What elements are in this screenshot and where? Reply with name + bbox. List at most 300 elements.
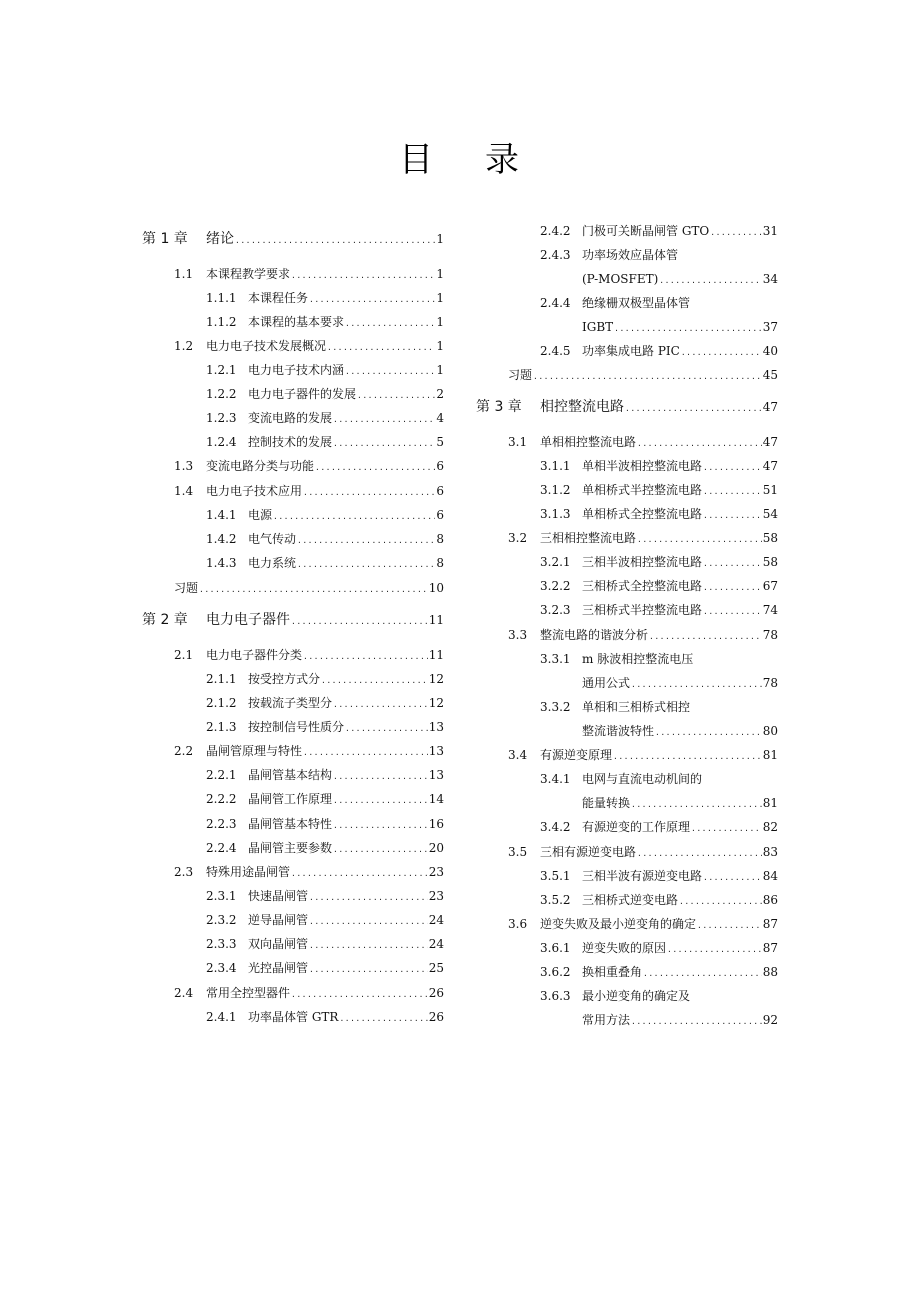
entry-title: 相控整流电路 — [540, 399, 624, 415]
entry-number: 3.5 — [508, 845, 528, 859]
entry-number: 1.3 — [174, 459, 194, 473]
toc-section-entry[interactable] — [174, 741, 444, 761]
toc-section-entry[interactable] — [174, 264, 444, 284]
toc-subsection-entry[interactable] — [540, 769, 778, 789]
entry-title: 整流谐波特性 — [582, 724, 655, 738]
dot-leader — [697, 916, 762, 936]
entry-title: 电气传动 — [248, 532, 297, 546]
entry-number: 1.4.1 — [206, 508, 237, 522]
entry-number: 2.2.1 — [206, 768, 237, 782]
entry-number: 3.6.3 — [540, 989, 571, 1003]
dot-leader — [625, 399, 762, 419]
entry-number: 2.2.3 — [206, 817, 237, 831]
entry-title: 三相有源逆变电路 — [540, 845, 637, 859]
toc-subsection-entry[interactable] — [540, 817, 778, 837]
entry-number: 3.4 — [508, 748, 528, 762]
toc-section-entry[interactable] — [508, 625, 778, 645]
entry-page: 24 — [428, 937, 444, 951]
toc-subsection-entry[interactable] — [206, 432, 444, 452]
dot-leader — [631, 1012, 762, 1032]
entry-page: 84 — [762, 869, 778, 883]
toc-chapter-entry[interactable] — [142, 610, 444, 630]
dot-leader — [643, 964, 762, 984]
toc-section-entry[interactable] — [174, 645, 444, 665]
dot-leader — [273, 507, 435, 527]
dot-leader — [333, 410, 435, 430]
entry-number: 第 1 章 — [142, 231, 188, 247]
entry-title: 按控制信号性质分 — [248, 720, 345, 734]
toc-subsection-entry[interactable] — [206, 910, 444, 930]
entry-number: 3.4.1 — [540, 772, 571, 786]
entry-number: 2.1 — [174, 648, 194, 662]
dot-leader — [691, 819, 762, 839]
entry-page: 20 — [428, 841, 444, 855]
entry-title: 变流电路的发展 — [248, 411, 333, 425]
toc-subsection-entry[interactable] — [206, 669, 444, 689]
entry-title: 快速晶闸管 — [248, 889, 309, 903]
dot-leader — [703, 602, 762, 622]
entry-title: 常用全控型器件 — [206, 986, 291, 1000]
entry-title: 电力电子器件 — [206, 612, 290, 628]
entry-number: 2.3.1 — [206, 889, 237, 903]
dot-leader — [291, 612, 428, 632]
entry-title: 整流电路的谐波分析 — [540, 628, 649, 642]
dot-leader — [703, 458, 762, 478]
page-title — [0, 132, 920, 181]
toc-subsection-entry[interactable] — [540, 576, 778, 596]
toc-subsection-entry[interactable] — [206, 288, 444, 308]
dot-leader — [533, 367, 762, 387]
toc-section-entry[interactable] — [174, 983, 444, 1003]
entry-title: 绪论 — [206, 231, 234, 247]
dot-leader — [679, 892, 762, 912]
entry-title: 三相桥式全控整流电路 — [582, 579, 703, 593]
entry-number: 2.3.4 — [206, 961, 237, 975]
entry-title: 三相桥式半控整流电路 — [582, 603, 703, 617]
toc-subsection-entry[interactable] — [540, 341, 778, 361]
entry-page: 11 — [428, 648, 444, 662]
entry-title: 单相相控整流电路 — [540, 435, 637, 449]
entry-page: 16 — [428, 817, 444, 831]
toc-subsection-continuation[interactable] — [582, 1010, 778, 1030]
entry-page: 6 — [436, 484, 444, 498]
entry-title: 晶闸管基本特性 — [248, 817, 333, 831]
toc-subsection-entry[interactable] — [206, 312, 444, 332]
entry-number: 2.4.3 — [540, 248, 571, 262]
entry-title: 有源逆变原理 — [540, 748, 613, 762]
entry-page: 51 — [762, 483, 778, 497]
entry-title: 逆变失败的原因 — [582, 941, 667, 955]
entry-title: 电源 — [248, 508, 273, 522]
entry-number: 1.2 — [174, 339, 194, 353]
toc-subsection-entry[interactable] — [540, 938, 778, 958]
entry-number: 3.6.2 — [540, 965, 571, 979]
entry-title: 有源逆变的工作原理 — [582, 820, 691, 834]
entry-page: 67 — [762, 579, 778, 593]
entry-title: 通用公式 — [582, 676, 631, 690]
entry-title: 单相桥式全控整流电路 — [582, 507, 703, 521]
entry-title: 电力电子器件的发展 — [248, 387, 357, 401]
entry-number: 第 3 章 — [476, 399, 522, 415]
entry-page: 5 — [436, 435, 444, 449]
dot-leader — [710, 223, 761, 243]
entry-title: 晶闸管原理与特性 — [206, 744, 303, 758]
entry-number: 2.3.3 — [206, 937, 237, 951]
entry-number: 2.4.2 — [540, 224, 571, 238]
entry-number: 2.4 — [174, 986, 194, 1000]
toc-chapter-entry[interactable] — [142, 229, 444, 249]
dot-leader — [667, 940, 762, 960]
dot-leader — [291, 985, 428, 1005]
dot-leader — [291, 864, 428, 884]
toc-section-entry[interactable] — [174, 862, 444, 882]
toc-subsection-entry[interactable] — [540, 456, 778, 476]
entry-title: (P-MOSFET) — [582, 272, 659, 286]
entry-number: 3.5.2 — [540, 893, 571, 907]
entry-title: 本课程任务 — [248, 291, 309, 305]
dot-leader — [631, 675, 762, 695]
entry-title: 晶闸管主要参数 — [248, 841, 333, 855]
entry-number: 1.1 — [174, 267, 194, 281]
toc-section-entry[interactable] — [174, 336, 444, 356]
toc-subsection-entry[interactable] — [206, 717, 444, 737]
entry-title: 习题 — [174, 581, 199, 595]
entry-title: 门极可关断晶闸管 GTO — [582, 224, 710, 238]
dot-leader — [291, 266, 435, 286]
entry-page: 12 — [428, 696, 444, 710]
entry-title: 电力系统 — [248, 556, 297, 570]
entry-number: 1.2.3 — [206, 411, 237, 425]
dot-leader — [303, 647, 428, 667]
entry-page: 23 — [428, 865, 444, 879]
entry-page: 12 — [428, 672, 444, 686]
entry-page: 74 — [762, 603, 778, 617]
dot-leader — [357, 386, 435, 406]
dot-leader — [637, 844, 762, 864]
dot-leader — [315, 458, 435, 478]
dot-leader — [303, 483, 435, 503]
dot-leader — [333, 434, 435, 454]
entry-page: 45 — [762, 368, 778, 382]
entry-page: 1 — [436, 232, 444, 246]
entry-page: 6 — [436, 508, 444, 522]
entry-title: 晶闸管基本结构 — [248, 768, 333, 782]
entry-title: 三相相控整流电路 — [540, 531, 637, 545]
toc-subsection-entry[interactable] — [206, 789, 444, 809]
entry-title: 单相和三相桥式相控 — [582, 700, 691, 714]
toc-exercises-entry[interactable] — [174, 578, 444, 598]
toc-section-entry[interactable] — [508, 432, 778, 452]
dot-leader — [309, 888, 428, 908]
entry-page: 6 — [436, 459, 444, 473]
entry-page: 2 — [436, 387, 444, 401]
entry-title: 三相半波有源逆变电路 — [582, 869, 703, 883]
entry-number: 2.3.2 — [206, 913, 237, 927]
entry-title: 本课程教学要求 — [206, 267, 291, 281]
entry-title: 控制技术的发展 — [248, 435, 333, 449]
entry-number: 第 2 章 — [142, 612, 188, 628]
dot-leader — [333, 840, 428, 860]
title-char: 目 — [399, 140, 435, 180]
entry-title: 特殊用途晶闸管 — [206, 865, 291, 879]
entry-page: 86 — [762, 893, 778, 907]
dot-leader — [235, 231, 435, 251]
dot-leader — [631, 795, 762, 815]
toc-chapter-entry[interactable] — [476, 397, 778, 417]
entry-number: 3.3.2 — [540, 700, 571, 714]
entry-page: 8 — [436, 556, 444, 570]
dot-leader — [333, 767, 428, 787]
entry-number: 2.4.5 — [540, 344, 571, 358]
entry-number: 2.2.2 — [206, 792, 237, 806]
entry-page: 58 — [762, 531, 778, 545]
entry-page: 26 — [428, 986, 444, 1000]
entry-page: 11 — [428, 613, 444, 627]
toc-subsection-entry[interactable] — [206, 360, 444, 380]
dot-leader — [345, 314, 435, 334]
toc-subsection-entry[interactable] — [540, 293, 778, 313]
dot-leader — [327, 338, 435, 358]
toc-subsection-entry[interactable] — [540, 697, 778, 717]
entry-title: 电力电子器件分类 — [206, 648, 303, 662]
entry-number: 3.5.1 — [540, 869, 571, 883]
dot-leader — [637, 530, 762, 550]
entry-title: 变流电路分类与功能 — [206, 459, 315, 473]
entry-number: 2.4.4 — [540, 296, 571, 310]
dot-leader — [309, 290, 435, 310]
entry-number: 2.1.3 — [206, 720, 237, 734]
entry-title: 电力电子技术内涵 — [248, 363, 345, 377]
entry-number: 1.4.2 — [206, 532, 237, 546]
dot-leader — [703, 578, 762, 598]
toc-subsection-entry[interactable] — [206, 529, 444, 549]
toc-subsection-entry[interactable] — [540, 866, 778, 886]
toc-section-entry[interactable] — [508, 745, 778, 765]
entry-page: 24 — [428, 913, 444, 927]
dot-leader — [614, 319, 762, 339]
entry-page: 54 — [762, 507, 778, 521]
toc-subsection-entry[interactable] — [206, 505, 444, 525]
entry-number: 2.3 — [174, 865, 194, 879]
entry-page: 13 — [428, 768, 444, 782]
dot-leader — [321, 671, 428, 691]
entry-number: 3.1.2 — [540, 483, 571, 497]
entry-page: 58 — [762, 555, 778, 569]
dot-leader — [333, 791, 428, 811]
entry-page: 1 — [436, 267, 444, 281]
entry-page: 37 — [762, 320, 778, 334]
toc-section-entry[interactable] — [508, 914, 778, 934]
entry-title: 能量转换 — [582, 796, 631, 810]
entry-page: 13 — [428, 720, 444, 734]
dot-leader — [297, 531, 435, 551]
dot-leader — [309, 936, 428, 956]
toc-subsection-continuation[interactable] — [582, 673, 778, 693]
entry-number: 3.1.1 — [540, 459, 571, 473]
entry-number: 1.4.3 — [206, 556, 237, 570]
toc-subsection-entry[interactable] — [540, 504, 778, 524]
toc-subsection-entry[interactable] — [206, 553, 444, 573]
dot-leader — [703, 506, 762, 526]
dot-leader — [703, 554, 762, 574]
entry-number: 2.2.4 — [206, 841, 237, 855]
toc-subsection-continuation[interactable] — [582, 317, 778, 337]
dot-leader — [297, 555, 435, 575]
entry-page: 47 — [762, 459, 778, 473]
toc-subsection-entry[interactable] — [540, 649, 778, 669]
entry-title: 电网与直流电动机间的 — [582, 772, 703, 786]
entry-title: 单相半波相控整流电路 — [582, 459, 703, 473]
entry-number: 3.6.1 — [540, 941, 571, 955]
entry-page: 1 — [436, 363, 444, 377]
toc-subsection-entry[interactable] — [540, 600, 778, 620]
entry-number: 1.2.4 — [206, 435, 237, 449]
entry-number: 3.2.3 — [540, 603, 571, 617]
entry-page: 1 — [436, 291, 444, 305]
entry-number: 3.3 — [508, 628, 528, 642]
toc-subsection-entry[interactable] — [540, 221, 778, 241]
entry-number: 3.2.1 — [540, 555, 571, 569]
entry-page: 80 — [762, 724, 778, 738]
toc-subsection-entry[interactable] — [540, 962, 778, 982]
toc-subsection-entry[interactable] — [206, 958, 444, 978]
toc-subsection-continuation[interactable] — [582, 721, 778, 741]
entry-title: 换相重叠角 — [582, 965, 643, 979]
title-char: 录 — [485, 140, 521, 180]
toc-subsection-entry[interactable] — [206, 693, 444, 713]
entry-page: 10 — [428, 581, 444, 595]
toc-subsection-entry[interactable] — [206, 886, 444, 906]
entry-page: 82 — [762, 820, 778, 834]
entry-title: 电力电子技术应用 — [206, 484, 303, 498]
entry-page: 23 — [428, 889, 444, 903]
entry-title: 双向晶闸管 — [248, 937, 309, 951]
toc-subsection-entry[interactable] — [206, 384, 444, 404]
dot-leader — [681, 343, 762, 363]
toc-subsection-entry[interactable] — [540, 890, 778, 910]
toc-exercises-entry[interactable] — [508, 365, 778, 385]
dot-leader — [703, 868, 762, 888]
toc-subsection-entry[interactable] — [540, 552, 778, 572]
dot-leader — [637, 434, 762, 454]
toc-subsection-entry[interactable] — [540, 245, 778, 265]
dot-leader — [309, 912, 428, 932]
entry-page: 1 — [436, 339, 444, 353]
dot-leader — [659, 271, 761, 291]
entry-number: 1.2.1 — [206, 363, 237, 377]
entry-title: 常用方法 — [582, 1013, 631, 1027]
entry-page: 83 — [762, 845, 778, 859]
dot-leader — [345, 719, 428, 739]
entry-title: 三相半波相控整流电路 — [582, 555, 703, 569]
entry-title: m 脉波相控整流电压 — [582, 652, 694, 666]
toc-subsection-entry[interactable] — [540, 480, 778, 500]
dot-leader — [649, 627, 762, 647]
entry-page: 92 — [762, 1013, 778, 1027]
entry-number: 1.1.1 — [206, 291, 237, 305]
entry-title: 逆导晶闸管 — [248, 913, 309, 927]
entry-title: 功率集成电路 PIC — [582, 344, 680, 358]
dot-leader — [333, 816, 428, 836]
toc-section-entry[interactable] — [174, 481, 444, 501]
entry-page: 31 — [762, 224, 778, 238]
entry-page: 14 — [428, 792, 444, 806]
entry-page: 1 — [436, 315, 444, 329]
dot-leader — [333, 695, 428, 715]
dot-leader — [345, 362, 435, 382]
entry-title: IGBT — [582, 320, 614, 334]
toc-subsection-entry[interactable] — [540, 986, 778, 1006]
toc-subsection-entry[interactable] — [206, 934, 444, 954]
entry-number: 2.1.2 — [206, 696, 237, 710]
entry-number: 3.6 — [508, 917, 528, 931]
entry-page: 8 — [436, 532, 444, 546]
entry-number: 3.2 — [508, 531, 528, 545]
entry-page: 88 — [762, 965, 778, 979]
entry-page: 34 — [762, 272, 778, 286]
dot-leader — [339, 1009, 427, 1029]
toc-subsection-continuation[interactable] — [582, 269, 778, 289]
toc-section-entry[interactable] — [508, 528, 778, 548]
toc-subsection-entry[interactable] — [206, 1007, 444, 1027]
entry-title: 按载流子类型分 — [248, 696, 333, 710]
entry-number: 2.1.1 — [206, 672, 237, 686]
entry-number: 3.1.3 — [540, 507, 571, 521]
entry-title: 习题 — [508, 368, 533, 382]
entry-page: 81 — [762, 748, 778, 762]
entry-title: 光控晶闸管 — [248, 961, 309, 975]
entry-title: 绝缘栅双极型晶体管 — [582, 296, 691, 310]
entry-title: 本课程的基本要求 — [248, 315, 345, 329]
entry-number: 1.1.2 — [206, 315, 237, 329]
entry-number: 3.1 — [508, 435, 528, 449]
dot-leader — [309, 960, 428, 980]
entry-title: 晶闸管工作原理 — [248, 792, 333, 806]
toc-section-entry[interactable] — [174, 456, 444, 476]
entry-number: 1.4 — [174, 484, 194, 498]
dot-leader — [703, 482, 762, 502]
entry-number: 3.2.2 — [540, 579, 571, 593]
toc-subsection-entry[interactable] — [206, 765, 444, 785]
entry-page: 26 — [428, 1010, 444, 1024]
toc-subsection-entry[interactable] — [206, 408, 444, 428]
entry-page: 13 — [428, 744, 444, 758]
entry-page: 40 — [762, 344, 778, 358]
toc-subsection-entry[interactable] — [206, 838, 444, 858]
toc-subsection-entry[interactable] — [206, 814, 444, 834]
dot-leader — [613, 747, 762, 767]
entry-page: 78 — [762, 676, 778, 690]
entry-page: 87 — [762, 917, 778, 931]
entry-title: 按受控方式分 — [248, 672, 321, 686]
entry-page: 81 — [762, 796, 778, 810]
entry-title: 电力电子技术发展概况 — [206, 339, 327, 353]
entry-number: 2.2 — [174, 744, 194, 758]
dot-leader — [655, 723, 762, 743]
entry-title: 三相桥式逆变电路 — [582, 893, 679, 907]
entry-number: 3.3.1 — [540, 652, 571, 666]
entry-title: 单相桥式半控整流电路 — [582, 483, 703, 497]
toc-section-entry[interactable] — [508, 842, 778, 862]
entry-page: 47 — [762, 435, 778, 449]
entry-page: 47 — [762, 400, 778, 414]
dot-leader — [303, 743, 428, 763]
entry-title: 功率场效应晶体管 — [582, 248, 679, 262]
toc-subsection-continuation[interactable] — [582, 793, 778, 813]
entry-title: 逆变失败及最小逆变角的确定 — [540, 917, 697, 931]
entry-page: 78 — [762, 628, 778, 642]
entry-page: 87 — [762, 941, 778, 955]
